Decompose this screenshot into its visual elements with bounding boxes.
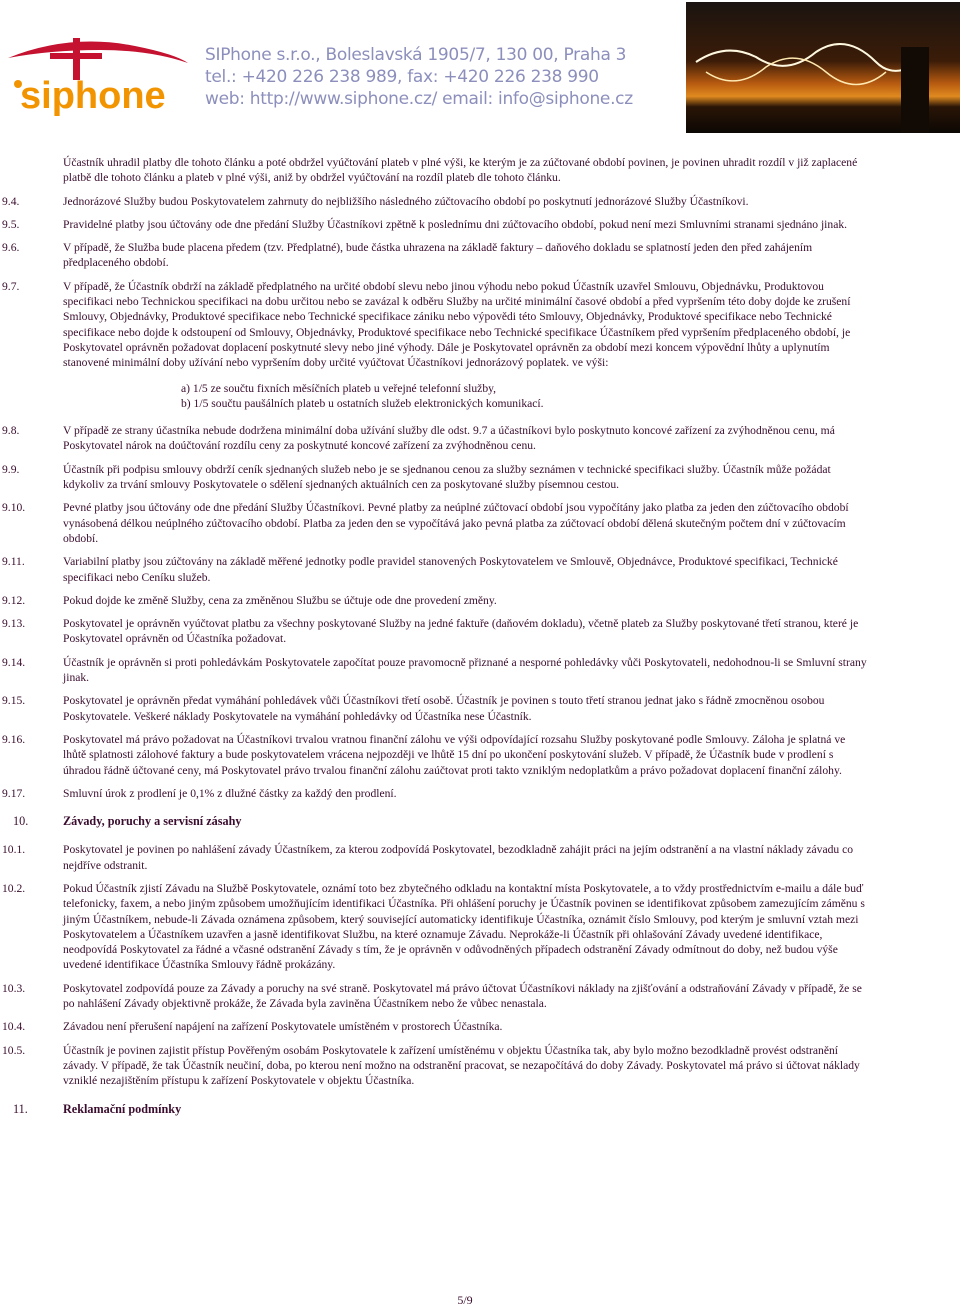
clause-9-13 — [0, 616, 960, 647]
clause-text: Poskytovatel je oprávněn předat vymáhání pohledávek vůči Účastníkovi třetí osobě. Účastník je povinen s touto třetí stranou jednat jako s řádně zmocněnou osobou Poskytovatele. Veškeré náklady Poskytovatele na vymáhání pohledávky od Účastníka nese Účastník. — [63, 694, 825, 723]
clause-number: 9.4. — [2, 194, 20, 208]
clause-9-10 — [0, 500, 960, 546]
heading-title: Reklamační podmínky — [63, 1101, 182, 1116]
clause-9-14 — [0, 655, 960, 686]
clause-text: Pokud dojde ke změně Služby, cena za změněnou Službu se účtuje ode dne provedení změny. — [63, 593, 497, 607]
clause-text: Pokud Účastník zjistí Závadu na Službě Poskytovatele, oznámí toto bez zbytečného odkladu na kontaktní místa Poskytovatele, a to vždy prostřednictvím e-mailu a dále buď telefonicky, faxem, a nebo jiným způsobem umožňujícím identifikaci Účastníka. Při ohlášení poruchy je Účastník povinen se identifikovat způsobem zamezujícím záměnu s jiným Účastníkem, nebude-li Závada oznámena způsobem, který související automaticky identifikuje Účastníka, oznámit číslo Smlouvy, pod kterým je smluvní vztah mezi Poskytovatelem a Účastníkem uzavřen a jasně identifikovat Službu, na které oznamuje Závadu. Neprokáže-li Účastník při ohlašování Závady uvedené identifikace, neodpovídá Poskytovatel za řádné a včasné odstranění Závady s tím, že je oprávněn v odůvodněných případech odstranění Závady odmítnout do doby, než budou výše uvedené identifikace Účastníka Smlouvy řádně prokázány. — [63, 881, 865, 972]
clause-text: Smluvní úrok z prodlení je 0,1% z dlužné částky za každý den prodlení. — [63, 786, 397, 800]
clause-text: Poskytovatel má právo požadovat na Účastníkovi trvalou vratnou finanční zálohu ve výši odpovídající rozsahu Služby poskytované podle Smlouvy. Záloha je splatná ve lhůtě splatnosti zálohové faktury a bude poskytovatelem vrácena nejpozději ve lhůtě 15 dní po ukončení poskytování služeb. V případě, že Účastník bude v prodlení s úhradou řádně účtované ceny, má Poskytovatel právo trvalou finanční zálohu zaúčtovat proti takto vzniklým nedoplatkům a právo požadovat doplacení finanční zálohy. — [63, 732, 846, 777]
clause-number: 10.1. — [2, 843, 26, 857]
clause-text: Poskytovatel je oprávněn vyúčtovat platbu za všechny poskytované Služby na jedné faktuře (daňovém dokladu), včetně plateb za Služby poskytované třetí stranou, které je Poskytovatel oprávněn od Účastníka požadovat. — [63, 617, 859, 646]
clause-number: 10.5. — [2, 1043, 26, 1057]
company-address: SIPhone s.r.o., Boleslavská 1905/7, 130 00, Praha 3 — [205, 45, 627, 65]
clause-9-11 — [0, 554, 960, 585]
clause-number: 9.13. — [2, 617, 26, 631]
heading-number: 11. — [13, 1101, 28, 1116]
clause-text: Poskytovatel zodpovídá pouze za Závady a poruchy na své straně. Poskytovatel má právo účtovat Účastníkovi náklady na zjišťování a odstraňování Závady v případě, že se po nahlášení Závady objektivně prokáže, že Závada byla zaviněna Účastníkem nebo že vůbec nenastala. — [63, 981, 862, 1011]
section-heading-10 — [0, 814, 960, 829]
sub-item-b: b) 1/5 součtu paušálních plateb u ostatních služeb elektronických komunikací. — [181, 396, 544, 410]
clause-number: 9.11. — [2, 555, 25, 569]
clause-number: 9.5. — [2, 217, 20, 231]
clause-text: Účastník je oprávněn si proti pohledávkám Poskytovatele započítat pouze pravomocně přiznané a nesporné pohledávky vůči Poskytovateli, nedohodnou-li se Smluvní strany jinak. — [63, 655, 867, 685]
clause-number: 10.4. — [2, 1020, 26, 1034]
clause-number: 9.17. — [2, 786, 26, 800]
clause-9-12 — [0, 593, 960, 608]
clause-9-15 — [0, 693, 960, 724]
clause-text: Účastník při podpisu smlouvy obdrží ceník sjednaných služeb nebo je se sjednanou cenou za služby seznámen v technické specifikaci služby. Účastník může požádat kdykoliv za trvání smlouvy Poskytovatele o sdělení sjednaných aktuálních cen za poskytované služby písemnou cestou. — [63, 462, 831, 492]
clause-text: Účastník je povinen zajistit přístup Pověřeným osobám Poskytovatele k zařízení umístěnému v objektu Účastníka tak, aby bylo možno bezodkladně provést odstranění závady. V případě, že tak Účastník neučiní, doba, po kterou není možno na odstranění pracovat, se nezapočítává do doby Závady. Poskytovatel má právo si účtovat náklady vzniklé nezajištěním přístupu k zařízení Poskytovatele v objektu Účastníka. — [63, 1043, 860, 1088]
clause-9-3-continued: Účastník uhradil platby dle tohoto článku a poté obdržel vyúčtování plateb v plné výši, ke kterým je za zúčtované období povinen, je povinen uhradit rozdíl v již zaplacené platbě dle tohoto článku a plateb v plné výši, aniž by obdržel vyúčtování na rozdíl plateb dle tohoto článku. — [63, 156, 858, 185]
clause-number: 9.8. — [2, 424, 20, 438]
clause-text: Pevné platby jsou účtovány ode dne předání Služby Účastníkovi. Pevné platby za neúplné zúčtovací období jsou vypočítány jako platba za jeden den zúčtovacího období vynásobená délkou neúplného zúčtovacího období. Platba za jeden den se vypočítává jako pevná platba za zúčtovací období dělená skutečným počtem dní v zúčtovacím období. — [63, 501, 849, 545]
page-header — [0, 0, 960, 135]
clause-10-2 — [0, 881, 960, 973]
clause-number: 9.9. — [2, 462, 20, 476]
document-body — [0, 155, 960, 1130]
clause-text: V případě ze strany účastníka nebude dodržena minimální doba užívání služby dle odst. 9.7 a účastníkovi bylo poskytnuto koncové zařízení za zvýhodněnou cenu, má Poskytovatel nárok na doúčtování rozdílu ceny za poskytnuté koncové zařízení za zvýhodněnou cenu. — [63, 424, 835, 453]
clause-9-5 — [0, 217, 960, 232]
clause-text: Závadou není přerušení napájení na zařízení Poskytovatele umístěném v prostorech Účastníka. — [63, 1020, 503, 1034]
clause-10-4 — [0, 1019, 960, 1034]
clause-number: 9.15. — [2, 694, 26, 708]
section-heading-11 — [0, 1102, 960, 1117]
clause-9-8 — [0, 423, 960, 454]
clause-number: 9.10. — [2, 501, 26, 515]
clause-10-3 — [0, 981, 960, 1012]
heading-number: 10. — [13, 814, 29, 829]
clause-9-4 — [0, 194, 960, 209]
clause-number: 10.2. — [2, 881, 26, 895]
clause-text: V případě, že Účastník obdrží na základě předplatného na určité období slevu nebo jinou výhodu nebo pokud Účastník uzavřel Smlouvu, Objednávku, Produktovou specifikaci nebo Technickou specifikaci na dobu určitou nebo se zavázal k odběru Služby na určité minimální časové období a před vypršením této doby dojde ke zrušení Smlouvy, Objednávky, Produktové specifikace nebo Technické specifikace zániku nebo výpovědi této Smlouvy, Objednávky, Produktové specifikace nebo Technické specifikace nebo dojde k odstoupení od Smlouvy, Objednávky, Produktové specifikace nebo Technické specifikace Účastníkem před vypršením předplaceného období, je Poskytovatel oprávněn požadovat doplacení poskytnuté slevy nebo jiné výhody. Dále je Poskytovatel oprávněn za období mezi koncem výpovědní lhůty a uplynutím stanovené minimální doby užívání nebo vypršením doby určité vyúčtovat Účastníkovi jednorázový poplatek. ve výši: — [63, 279, 851, 370]
clause-9-17 — [0, 786, 960, 801]
clause-text: Pravidelné platby jsou účtovány ode dne předání Služby Účastníkovi zpětně k poslednímu dni zúčtovacího období, pokud není mezi Smluvními stranami sjednáno jinak. — [63, 217, 848, 231]
clause-number: 9.16. — [2, 732, 26, 746]
clause-number: 9.6. — [2, 241, 20, 255]
clause-text: Jednorázové Služby budou Poskytovatelem zahrnuty do nejbližšího následného zúčtovacího období po poskytnutí jednorázové Služby Účastníkovi. — [63, 194, 749, 208]
clause-text: Poskytovatel je povinen po nahlášení závady Účastníkem, za kterou zodpovídá Poskytovatel, bezodkladně zahájit práci na jejím odstranění a na vlastní náklady závadu co nejdříve odstranit. — [63, 843, 854, 872]
clause-text: V případě, že Služba bude placena předem (tzv. Předplatné), bude částka uhrazena na základě faktury – daňového dokladu se splatností jeden den před zahájením předplaceného období. — [63, 241, 813, 270]
company-contact — [205, 44, 633, 110]
clause-9-7 — [0, 279, 960, 371]
heading-title: Závady, poruchy a servisní zásahy — [63, 814, 242, 829]
page-number: 5/9 — [457, 1293, 473, 1307]
clause-9-9 — [0, 462, 960, 493]
siphone-logo — [0, 28, 190, 123]
clause-number: 9.12. — [2, 593, 26, 607]
clause-number: 10.3. — [2, 981, 26, 995]
clause-number: 9.14. — [2, 655, 26, 669]
clause-9-6 — [0, 240, 960, 271]
company-web: web: http://www.siphone.cz/ email: info@siphone.cz — [205, 89, 633, 109]
svg-text:siphone: siphone — [20, 75, 166, 117]
clause-text: Variabilní platby jsou zúčtovány na základě měřené jednotky podle pravidel stanovených Poskytovatelem ve Smlouvě, Objednávce, Produktové specifikaci, Technické specifikaci nebo Ceníku služeb. — [63, 555, 838, 584]
company-phone: tel.: +420 226 238 989, fax: +420 226 238 990 — [205, 67, 599, 87]
clause-number: 9.7. — [2, 279, 20, 293]
clause-10-5 — [0, 1043, 960, 1089]
sub-item-a: a) 1/5 ze součtu fixních měsíčních plateb u veřejné telefonní služby, — [181, 381, 497, 395]
header-photo — [686, 2, 960, 133]
clause-9-16 — [0, 732, 960, 778]
clause-10-1 — [0, 842, 960, 873]
